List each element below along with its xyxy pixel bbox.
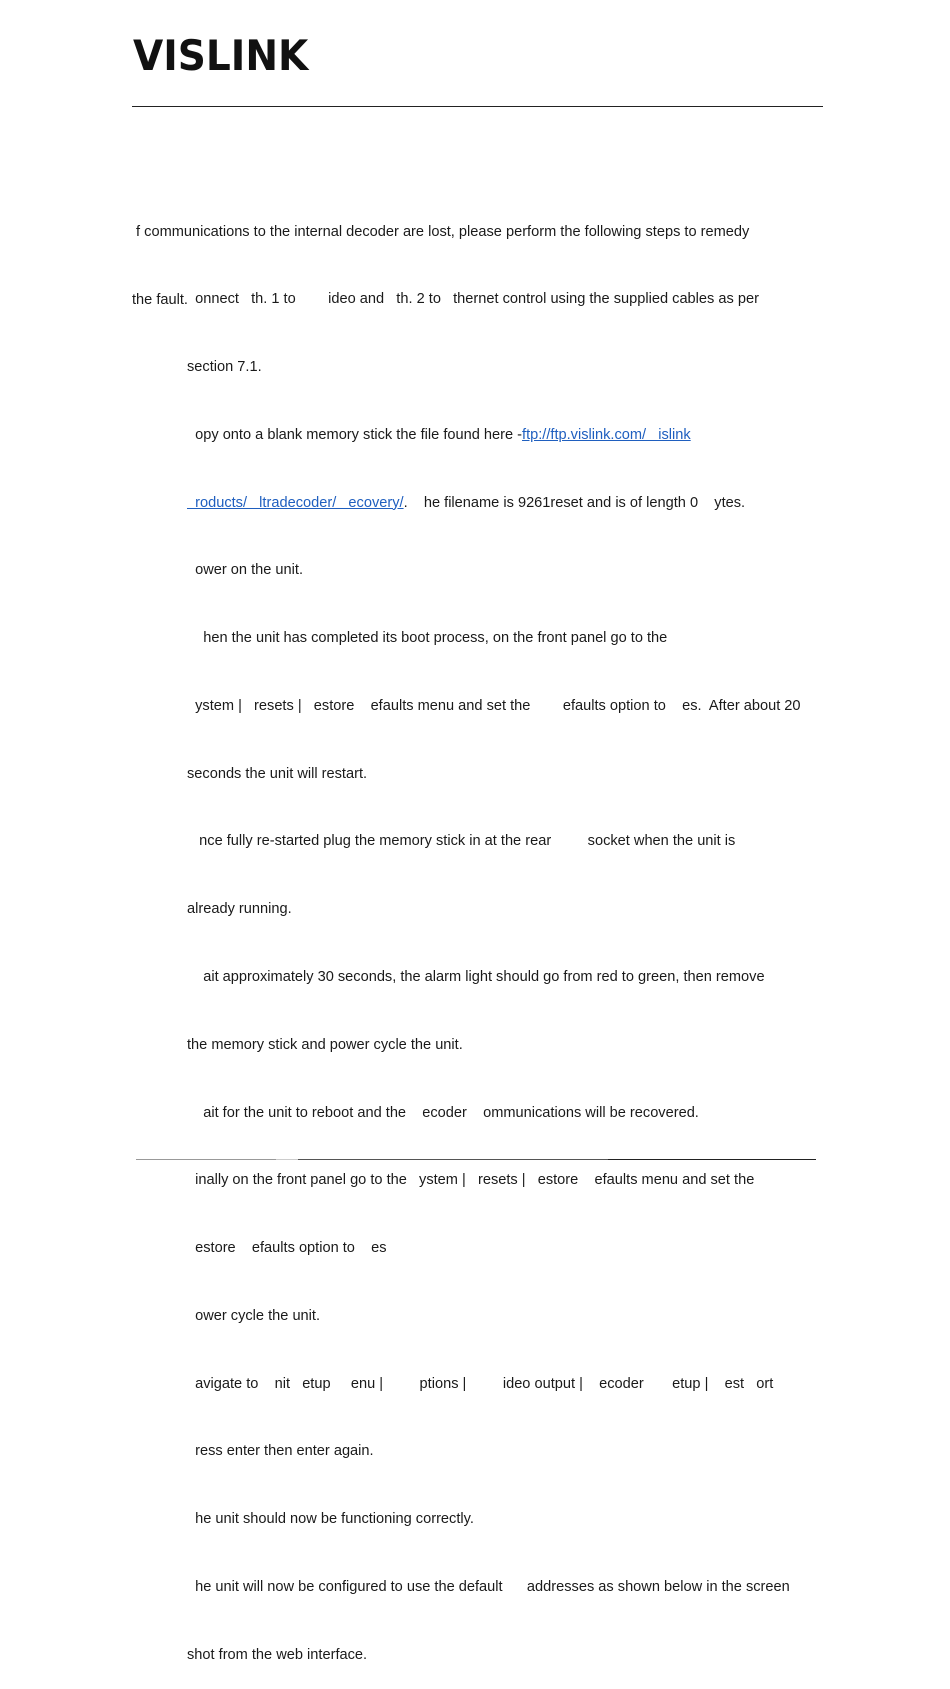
footer-divider [276, 1159, 298, 1160]
step-line: ower on the unit. [187, 562, 304, 579]
footer-divider [298, 1159, 608, 1160]
step-line: inally on the front panel go to the ystem | resets | estore efaults menu and set the [187, 1172, 755, 1189]
step-line: avigate to nit etup enu | ptions | ideo output | ecoder etup | est ort [187, 1375, 774, 1392]
step-line: he unit should now be functioning correctly. [187, 1511, 474, 1528]
step-line: ait approximately 30 seconds, the alarm light should go from red to green, then remove [187, 969, 765, 985]
step-line [187, 424, 801, 447]
vislink-logo: VISLINK [133, 31, 309, 80]
step-line: shot from the web interface. [187, 1646, 368, 1663]
step-line: nce fully re-started plug the memory stick in at the rear socket when the unit is [187, 833, 736, 850]
step-line: ower cycle the unit. [187, 1307, 321, 1324]
step-line: already running. [187, 901, 292, 918]
step-line: onnect th. 1 to ideo and th. 2 to thernet control using the supplied cables as per [187, 291, 759, 308]
footer-divider [608, 1159, 816, 1160]
step-line: ystem | resets | estore efaults menu and set the efaults option to es. After about 20 [187, 697, 801, 714]
step-text: . he filename is 9261reset and is of length 0 ytes. [403, 494, 746, 511]
step-line: seconds the unit will restart. [187, 765, 368, 782]
ftp-link-continued[interactable]: roducts/ ltradecoder/ ecovery/ [187, 494, 404, 511]
step-line: hen the unit has completed its boot process, on the front panel go to the [187, 630, 668, 647]
step-line [187, 492, 801, 515]
intro-line: the fault. [132, 291, 188, 308]
step-line: estore efaults option to es [187, 1240, 387, 1257]
step-line: ress enter then enter again. [187, 1443, 374, 1460]
ftp-link[interactable]: ftp://ftp.vislink.com/ islink [522, 426, 691, 443]
step-line: ait for the unit to reboot and the ecoder ommunications will be recovered. [187, 1104, 699, 1121]
intro-line: f communications to the internal decoder are lost, please perform the following steps to remedy [132, 224, 750, 241]
steps-list [187, 243, 801, 1689]
footer-divider [136, 1159, 276, 1160]
step-line: the memory stick and power cycle the unit. [187, 1036, 463, 1053]
header-divider [132, 106, 823, 107]
step-line: section 7.1. [187, 358, 262, 375]
step-text: opy onto a blank memory stick the file found here - [187, 426, 523, 443]
step-line: he unit will now be configured to use the default addresses as shown below in the screen [187, 1579, 790, 1596]
